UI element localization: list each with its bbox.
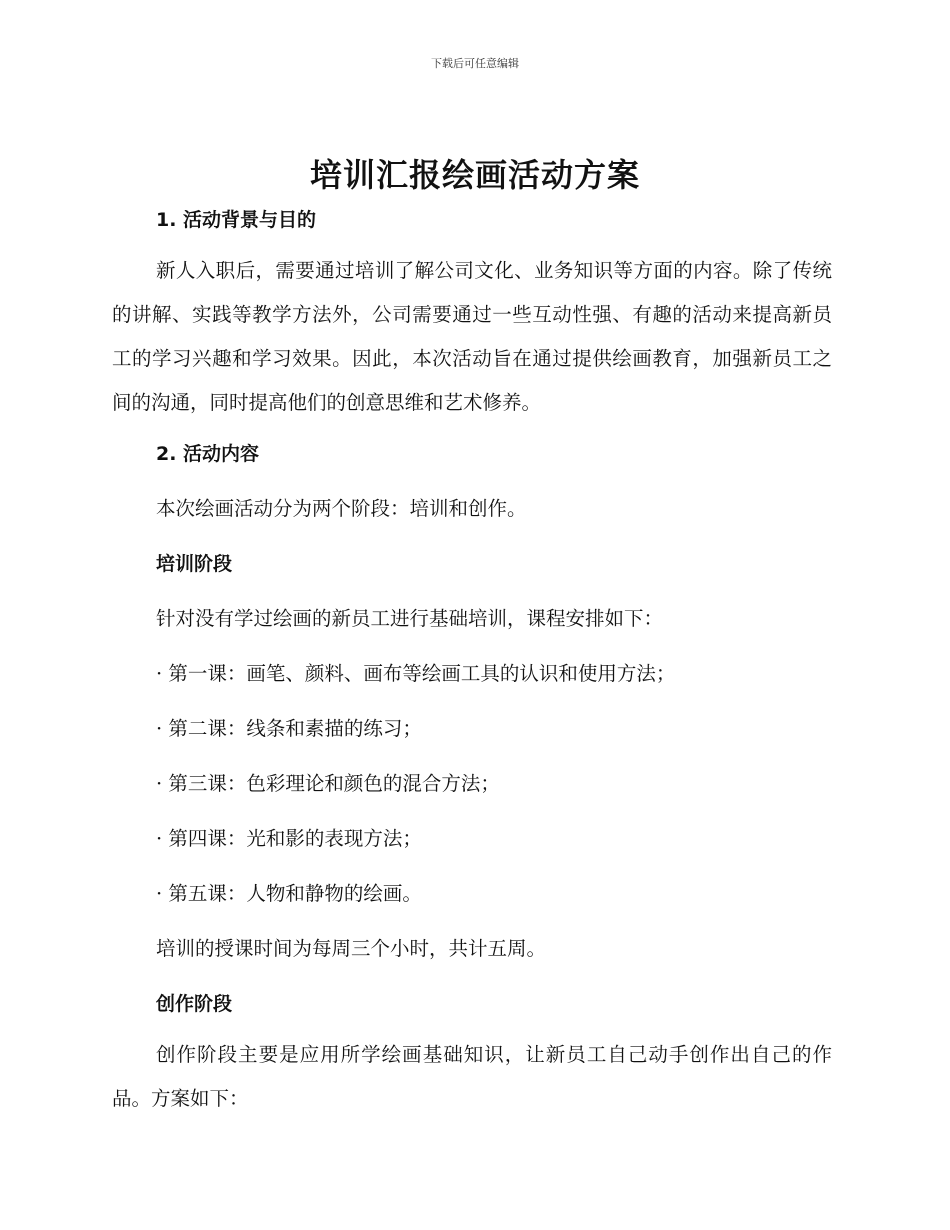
document-body bbox=[112, 204, 832, 1121]
document-title: 培训汇报绘画活动方案 bbox=[309, 156, 640, 194]
training-heading: 培训阶段 bbox=[156, 553, 233, 575]
content-intro: 本次绘画活动分为两个阶段：培训和创作。 bbox=[156, 497, 527, 520]
lesson-item: · 第三课：色彩理论和颜色的混合方法； bbox=[156, 772, 500, 795]
lesson-item: · 第五课：人物和静物的绘画。 bbox=[156, 882, 422, 905]
training-schedule: 培训的授课时间为每周三个小时，共计五周。 bbox=[156, 937, 547, 960]
creation-paragraph: 创作阶段主要是应用所学绘画基础知识，让新员工自己动手创作出自己的作品。方案如下： bbox=[112, 1043, 832, 1110]
lesson-item: · 第四课：光和影的表现方法； bbox=[156, 827, 422, 850]
background-paragraph: 新人入职后，需要通过培训了解公司文化、业务知识等方面的内容。除了传统的讲解、实践等教学方法外，公司需要通过一些互动性强、有趣的活动来提高新员工的学习兴趣和学习效果。因此，本次活动旨在通过提供绘画教育，加强新员工之间的沟通，同时提高他们的创意思维和艺术修养。 bbox=[112, 259, 832, 414]
training-intro: 针对没有学过绘画的新员工进行基础培训，课程安排如下： bbox=[156, 607, 664, 630]
section-heading-background: 1. 活动背景与目的 bbox=[156, 209, 317, 231]
section-heading-content: 2. 活动内容 bbox=[156, 443, 260, 465]
creation-heading: 创作阶段 bbox=[156, 993, 233, 1015]
header-note: 下载后可任意编辑 bbox=[431, 57, 519, 70]
lesson-item: · 第一课：画笔、颜料、画布等绘画工具的认识和使用方法； bbox=[156, 662, 676, 685]
lesson-item: · 第二课：线条和素描的练习； bbox=[156, 717, 422, 740]
